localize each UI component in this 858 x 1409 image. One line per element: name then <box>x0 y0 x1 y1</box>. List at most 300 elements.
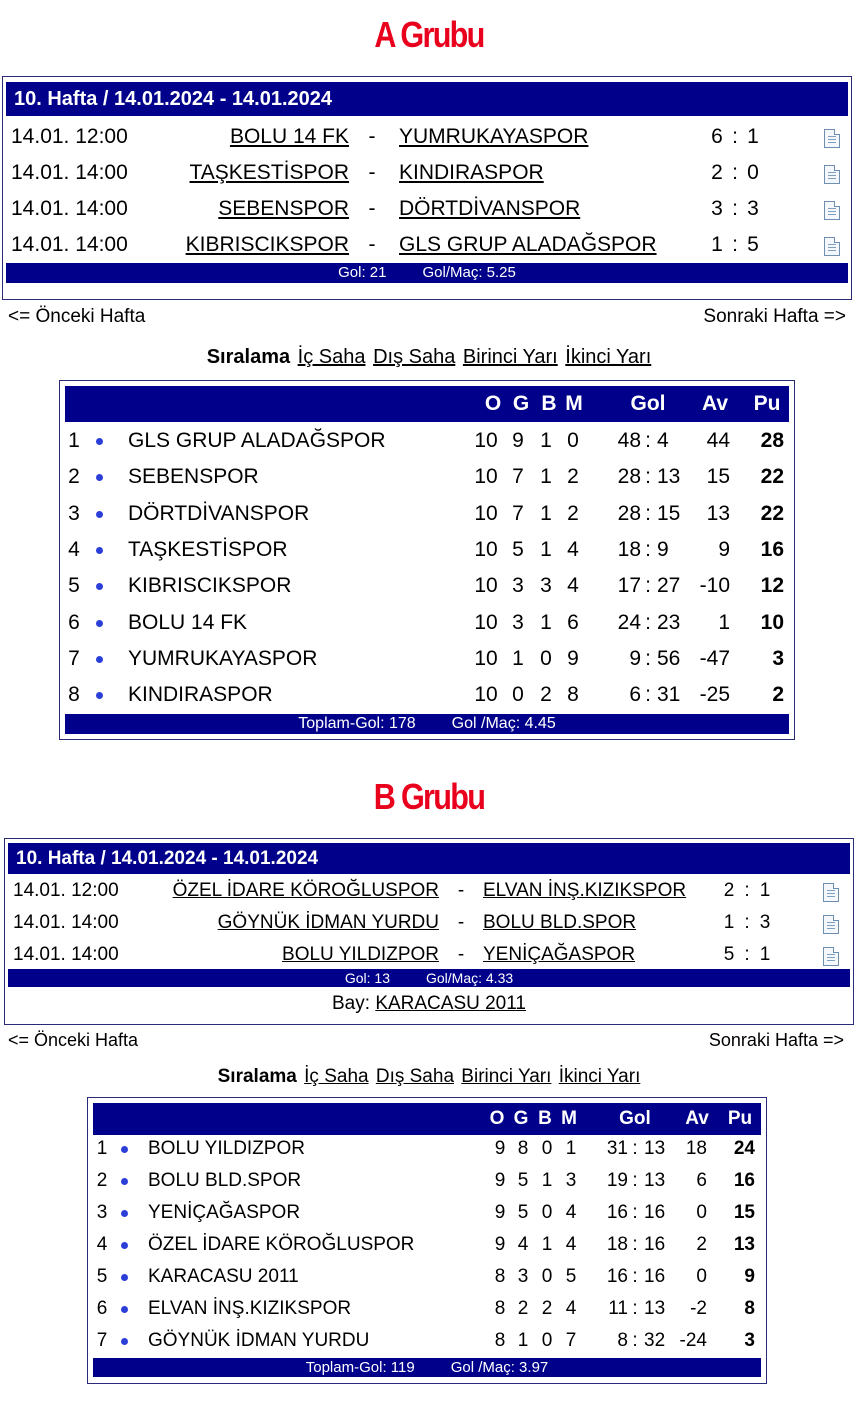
goal-average: 0 <box>696 1202 707 1223</box>
match-row <box>3 119 851 155</box>
points: 10 <box>760 610 784 634</box>
home-score: 5 <box>723 944 735 965</box>
col-av: Av <box>685 1108 709 1129</box>
away-team-link[interactable]: BOLU BLD.SPOR <box>483 912 637 933</box>
week-goals-bar <box>8 969 850 987</box>
won: 0 <box>512 683 524 707</box>
lost: 4 <box>565 1202 577 1223</box>
home-team-link[interactable]: SEBENSPOR <box>218 197 349 220</box>
total-goals: Toplam-Gol: 178 <box>298 715 416 732</box>
lost: 2 <box>567 501 579 525</box>
goals-for: 16 <box>606 1202 628 1223</box>
score-colon: : <box>732 233 738 256</box>
standings-tabs <box>0 1066 858 1088</box>
col-m: M <box>561 1108 577 1129</box>
goals-against: 13 <box>657 465 681 489</box>
won: 3 <box>512 610 524 634</box>
drawn: 1 <box>541 1170 553 1191</box>
points: 22 <box>760 501 784 525</box>
drawn: 1 <box>540 610 552 634</box>
goals-for: 11 <box>608 1298 628 1319</box>
score-colon: : <box>732 161 738 184</box>
col-b: B <box>541 392 557 415</box>
tab-away[interactable]: Dış Saha <box>373 346 456 368</box>
total-goals-bar <box>93 1358 761 1377</box>
team-dot-icon <box>121 1306 128 1313</box>
lost: 5 <box>565 1266 577 1287</box>
standings-row <box>88 1197 766 1229</box>
goals-colon: : <box>645 465 651 489</box>
standings-row <box>88 1165 766 1197</box>
total-goals: Toplam-Gol: 119 <box>305 1359 415 1376</box>
rank: 4 <box>96 1234 108 1255</box>
bye-line <box>5 993 853 1015</box>
match-separator: - <box>368 161 376 184</box>
match-row <box>5 907 853 939</box>
match-separator: - <box>368 125 376 148</box>
tab-second-half[interactable]: İkinci Yarı <box>565 346 652 368</box>
away-score: 3 <box>747 197 759 220</box>
team-name: SEBENSPOR <box>128 465 259 489</box>
goals-against: 13 <box>644 1298 666 1319</box>
goals-for: 28 <box>617 465 641 489</box>
won: 2 <box>517 1298 529 1319</box>
goals-colon: : <box>645 683 651 707</box>
away-score: 1 <box>759 880 771 901</box>
points: 22 <box>760 465 784 489</box>
bye-label: Bay: <box>332 993 371 1014</box>
goal-average: -47 <box>699 646 730 670</box>
group-a-standings-panel <box>59 380 795 740</box>
goal-average: 13 <box>706 501 730 525</box>
goals-colon: : <box>645 646 651 670</box>
points: 12 <box>760 574 784 598</box>
points: 8 <box>744 1298 755 1319</box>
standings-header <box>65 386 789 422</box>
goals-colon: : <box>645 574 651 598</box>
lost: 4 <box>565 1234 577 1255</box>
rank: 5 <box>96 1266 108 1287</box>
home-score: 1 <box>711 233 723 256</box>
previous-week-link[interactable]: <= Önceki Hafta <box>8 306 146 327</box>
team-name: KINDIRASPOR <box>128 683 273 707</box>
team-name: ÖZEL İDARE KÖROĞLUSPOR <box>148 1234 415 1255</box>
won: 7 <box>512 465 524 489</box>
standings-row <box>88 1261 766 1293</box>
goals-against: 15 <box>657 501 681 525</box>
drawn: 0 <box>540 646 552 670</box>
points: 9 <box>744 1266 755 1287</box>
goals-for: 18 <box>606 1234 628 1255</box>
total-goals-bar <box>65 714 789 734</box>
standings-row <box>60 532 794 568</box>
col-pu: Pu <box>753 392 781 415</box>
match-row <box>3 191 851 227</box>
match-time: 14.01. 12:00 <box>13 880 119 901</box>
standings-label: Sıralama <box>217 1066 297 1087</box>
away-score: 3 <box>759 912 771 933</box>
col-o: O <box>489 1108 505 1129</box>
goals-against: 13 <box>644 1170 666 1191</box>
team-name: GÖYNÜK İDMAN YURDU <box>148 1330 370 1351</box>
away-score: 5 <box>747 233 759 256</box>
drawn: 0 <box>541 1202 553 1223</box>
match-time: 14.01. 14:00 <box>11 233 128 256</box>
goals-for: 8 <box>617 1330 628 1351</box>
goals-against: 31 <box>657 683 681 707</box>
standings-row <box>88 1229 766 1261</box>
goals-against: 16 <box>644 1234 666 1255</box>
total-goals-per-match: Gol /Maç: 4.45 <box>451 715 556 732</box>
drawn: 1 <box>540 501 552 525</box>
team-name: YUMRUKAYASPOR <box>128 646 318 670</box>
week-goals: Gol: 13 <box>344 970 390 986</box>
goal-average: 1 <box>718 610 730 634</box>
group-a-title: A Grubu <box>374 14 484 55</box>
team-dot-icon <box>121 1274 128 1281</box>
played: 9 <box>494 1170 506 1191</box>
goals-colon: : <box>645 429 651 452</box>
home-team-link[interactable]: GÖYNÜK İDMAN YURDU <box>217 912 439 933</box>
goals-against: 32 <box>644 1330 666 1351</box>
group-a-fixtures-panel <box>2 76 852 300</box>
played: 10 <box>474 646 498 670</box>
standings-row <box>88 1325 766 1357</box>
team-name: ELVAN İNŞ.KIZIKSPOR <box>148 1298 352 1319</box>
col-m: M <box>565 392 583 415</box>
won: 8 <box>517 1138 529 1159</box>
rank: 7 <box>68 646 80 670</box>
col-o: O <box>484 392 502 415</box>
drawn: 0 <box>541 1138 553 1159</box>
match-time: 14.01. 12:00 <box>11 125 128 148</box>
match-separator: - <box>368 197 376 220</box>
goals-for: 31 <box>606 1138 628 1159</box>
goal-average: 44 <box>706 429 730 452</box>
won: 4 <box>517 1234 529 1255</box>
match-report-icon[interactable] <box>824 237 840 256</box>
away-team-link[interactable]: ELVAN İNŞ.KIZIKSPOR <box>483 880 687 901</box>
away-score: 0 <box>747 161 759 184</box>
goals-for: 9 <box>629 646 641 670</box>
drawn: 3 <box>540 574 552 598</box>
lost: 0 <box>567 429 579 452</box>
team-dot-icon <box>121 1338 128 1345</box>
match-time: 14.01. 14:00 <box>11 161 128 184</box>
next-week-link[interactable]: Sonraki Hafta => <box>708 1030 844 1050</box>
week-goals-per-match: Gol/Maç: 4.33 <box>425 970 514 986</box>
team-dot-icon <box>121 1242 128 1249</box>
match-row <box>5 939 853 971</box>
match-report-icon[interactable] <box>824 129 840 148</box>
goals-for: 48 <box>617 429 641 452</box>
standings-label: Sıralama <box>206 346 291 368</box>
drawn: 1 <box>540 465 552 489</box>
goal-average: 18 <box>685 1138 707 1159</box>
tab-second-half[interactable]: İkinci Yarı <box>558 1066 641 1087</box>
col-b: B <box>538 1108 552 1129</box>
tab-away[interactable]: Dış Saha <box>375 1066 455 1087</box>
team-dot-icon <box>96 656 103 663</box>
match-time: 14.01. 14:00 <box>13 912 119 933</box>
home-team-link[interactable]: KIBRISCIKSPOR <box>185 233 349 256</box>
away-team-link[interactable]: KINDIRASPOR <box>399 161 544 184</box>
goals-against: 16 <box>644 1266 666 1287</box>
goals-against: 9 <box>657 537 669 561</box>
standings-row <box>88 1133 766 1165</box>
home-team-link[interactable]: ÖZEL İDARE KÖROĞLUSPOR <box>172 880 439 901</box>
team-name: BOLU YILDIZPOR <box>148 1138 305 1159</box>
standings-row <box>60 496 794 532</box>
goals-colon: : <box>632 1330 638 1351</box>
rank: 6 <box>96 1298 108 1319</box>
week-header: 10. Hafta / 14.01.2024 - 14.01.2024 <box>6 82 848 116</box>
team-name: BOLU BLD.SPOR <box>148 1170 302 1191</box>
points: 24 <box>733 1138 755 1159</box>
goals-against: 4 <box>657 429 669 452</box>
away-score: 1 <box>747 125 759 148</box>
goal-average: 9 <box>718 537 730 561</box>
goals-colon: : <box>645 501 651 525</box>
won: 7 <box>512 501 524 525</box>
rank: 4 <box>68 537 80 561</box>
goals-for: 19 <box>606 1170 628 1191</box>
played: 10 <box>474 537 498 561</box>
match-time: 14.01. 14:00 <box>13 944 119 965</box>
points: 28 <box>760 429 784 452</box>
match-separator: - <box>457 880 465 901</box>
standings-row <box>88 1293 766 1325</box>
points: 15 <box>733 1202 755 1223</box>
goals-colon: : <box>645 537 651 561</box>
lost: 7 <box>565 1330 577 1351</box>
points: 3 <box>744 1330 755 1351</box>
score-colon: : <box>732 197 738 220</box>
team-name: KARACASU 2011 <box>148 1266 299 1287</box>
home-team-link[interactable]: BOLU 14 FK <box>229 125 349 148</box>
rank: 1 <box>68 429 80 452</box>
goals-against: 23 <box>657 610 681 634</box>
played: 8 <box>494 1266 506 1287</box>
team-dot-icon <box>96 620 103 627</box>
goal-average: 0 <box>696 1266 707 1287</box>
goals-colon: : <box>632 1234 638 1255</box>
team-dot-icon <box>121 1210 128 1217</box>
col-pu: Pu <box>727 1108 753 1129</box>
team-name: YENİÇAĞASPOR <box>148 1202 301 1223</box>
lost: 3 <box>565 1170 577 1191</box>
group-b-title: B Grubu <box>373 776 485 817</box>
rank: 5 <box>68 574 80 598</box>
score-colon: : <box>744 944 750 965</box>
won: 5 <box>517 1170 529 1191</box>
col-av: Av <box>701 392 729 415</box>
played: 10 <box>474 501 498 525</box>
score-colon: : <box>732 125 738 148</box>
rank: 2 <box>68 465 80 489</box>
team-dot-icon <box>121 1178 128 1185</box>
rank: 7 <box>96 1330 108 1351</box>
goals-colon: : <box>645 610 651 634</box>
home-score: 2 <box>723 880 735 901</box>
rank: 1 <box>96 1138 108 1159</box>
goals-colon: : <box>632 1298 638 1319</box>
goals-against: 13 <box>644 1138 666 1159</box>
away-team-link[interactable]: YUMRUKAYASPOR <box>399 125 589 148</box>
played: 9 <box>494 1234 506 1255</box>
home-score: 2 <box>711 161 723 184</box>
home-team-link[interactable]: BOLU YILDIZPOR <box>282 944 439 965</box>
team-dot-icon <box>96 692 103 699</box>
goal-average: 15 <box>706 465 730 489</box>
lost: 2 <box>567 465 579 489</box>
match-report-icon[interactable] <box>823 947 839 966</box>
rank: 8 <box>68 683 80 707</box>
goal-average: -10 <box>699 574 730 598</box>
played: 10 <box>474 610 498 634</box>
home-score: 1 <box>723 912 735 933</box>
match-time: 14.01. 14:00 <box>11 197 128 220</box>
played: 9 <box>494 1138 506 1159</box>
standings-row <box>60 459 794 495</box>
team-name: TAŞKESTİSPOR <box>128 537 288 561</box>
played: 10 <box>474 429 498 452</box>
group-b-fixtures-panel <box>4 838 854 1025</box>
goal-average: 2 <box>696 1234 707 1255</box>
team-dot-icon <box>96 474 103 481</box>
next-week-link[interactable]: Sonraki Hafta => <box>703 306 846 327</box>
won: 5 <box>517 1202 529 1223</box>
tab-home[interactable]: İç Saha <box>304 1066 369 1087</box>
away-team-link[interactable]: GLS GRUP ALADAĞSPOR <box>399 233 657 256</box>
drawn: 2 <box>540 683 552 707</box>
won: 3 <box>512 574 524 598</box>
match-report-icon[interactable] <box>824 201 840 220</box>
standings-header <box>93 1103 761 1135</box>
lost: 4 <box>567 574 579 598</box>
won: 1 <box>517 1330 529 1351</box>
drawn: 1 <box>540 537 552 561</box>
goal-average: -25 <box>699 683 730 707</box>
rank: 3 <box>96 1202 108 1223</box>
drawn: 1 <box>541 1234 553 1255</box>
match-separator: - <box>457 944 465 965</box>
team-dot-icon <box>96 511 103 518</box>
rank: 3 <box>68 501 80 525</box>
won: 1 <box>512 646 524 670</box>
goals-against: 27 <box>657 574 681 598</box>
goals-for: 16 <box>606 1266 628 1287</box>
tab-first-half[interactable]: Birinci Yarı <box>462 346 558 368</box>
points: 2 <box>772 683 784 707</box>
lost: 1 <box>565 1138 577 1159</box>
standings-row <box>60 605 794 641</box>
goals-for: 18 <box>617 537 641 561</box>
team-dot-icon <box>96 438 103 445</box>
away-score: 1 <box>759 944 771 965</box>
week-goals-per-match: Gol/Maç: 5.25 <box>422 264 516 281</box>
previous-week-link[interactable]: <= Önceki Hafta <box>8 1030 139 1050</box>
team-name: DÖRTDİVANSPOR <box>128 501 310 525</box>
lost: 9 <box>567 646 579 670</box>
match-report-icon[interactable] <box>823 915 839 934</box>
away-team-link[interactable]: YENİÇAĞASPOR <box>483 944 636 965</box>
match-row <box>3 155 851 191</box>
goals-against: 56 <box>657 646 681 670</box>
col-g: G <box>513 1108 529 1129</box>
played: 10 <box>474 683 498 707</box>
won: 9 <box>512 429 524 452</box>
col-g: G <box>512 392 530 415</box>
team-dot-icon <box>96 583 103 590</box>
goals-against: 16 <box>644 1202 666 1223</box>
total-goals-per-match: Gol /Maç: 3.97 <box>450 1359 549 1376</box>
home-team-link[interactable]: TAŞKESTİSPOR <box>189 161 349 184</box>
won: 3 <box>517 1266 529 1287</box>
played: 9 <box>494 1202 506 1223</box>
group-b-standings-panel <box>87 1097 767 1384</box>
match-row <box>5 875 853 907</box>
goals-colon: : <box>632 1202 638 1223</box>
drawn: 1 <box>540 429 552 452</box>
played: 8 <box>494 1330 506 1351</box>
match-report-icon[interactable] <box>823 883 839 902</box>
points: 13 <box>733 1234 755 1255</box>
score-colon: : <box>744 912 750 933</box>
goals-colon: : <box>632 1170 638 1191</box>
goals-for: 24 <box>617 610 641 634</box>
lost: 4 <box>567 537 579 561</box>
col-gol: Gol <box>630 392 666 415</box>
team-name: BOLU 14 FK <box>128 610 248 634</box>
col-gol: Gol <box>619 1108 651 1129</box>
rank: 2 <box>96 1170 108 1191</box>
won: 5 <box>512 537 524 561</box>
standings-row <box>60 423 794 459</box>
goals-for: 6 <box>629 683 641 707</box>
rank: 6 <box>68 610 80 634</box>
tab-first-half[interactable]: Birinci Yarı <box>461 1066 552 1087</box>
team-name: GLS GRUP ALADAĞSPOR <box>128 429 386 452</box>
team-dot-icon <box>121 1146 128 1153</box>
lost: 8 <box>567 683 579 707</box>
points: 16 <box>733 1170 755 1191</box>
drawn: 0 <box>541 1266 553 1287</box>
standings-tabs <box>0 346 858 369</box>
match-report-icon[interactable] <box>824 165 840 184</box>
goals-colon: : <box>632 1266 638 1287</box>
match-separator: - <box>368 233 376 256</box>
tab-home[interactable]: İç Saha <box>297 346 366 368</box>
drawn: 0 <box>541 1330 553 1351</box>
match-separator: - <box>457 912 465 933</box>
standings-row <box>60 568 794 604</box>
week-goals-bar <box>6 263 848 283</box>
points: 3 <box>772 646 784 670</box>
goal-average: -24 <box>679 1330 707 1351</box>
standings-row <box>60 677 794 713</box>
week-goals: Gol: 21 <box>338 264 387 281</box>
away-team-link[interactable]: DÖRTDİVANSPOR <box>399 197 581 220</box>
match-row <box>3 227 851 263</box>
goal-average: -2 <box>690 1298 707 1319</box>
bye-team-link[interactable]: KARACASU 2011 <box>375 993 526 1014</box>
lost: 6 <box>567 610 579 634</box>
goals-for: 28 <box>617 501 641 525</box>
played: 8 <box>494 1298 506 1319</box>
score-colon: : <box>744 880 750 901</box>
home-score: 3 <box>711 197 723 220</box>
